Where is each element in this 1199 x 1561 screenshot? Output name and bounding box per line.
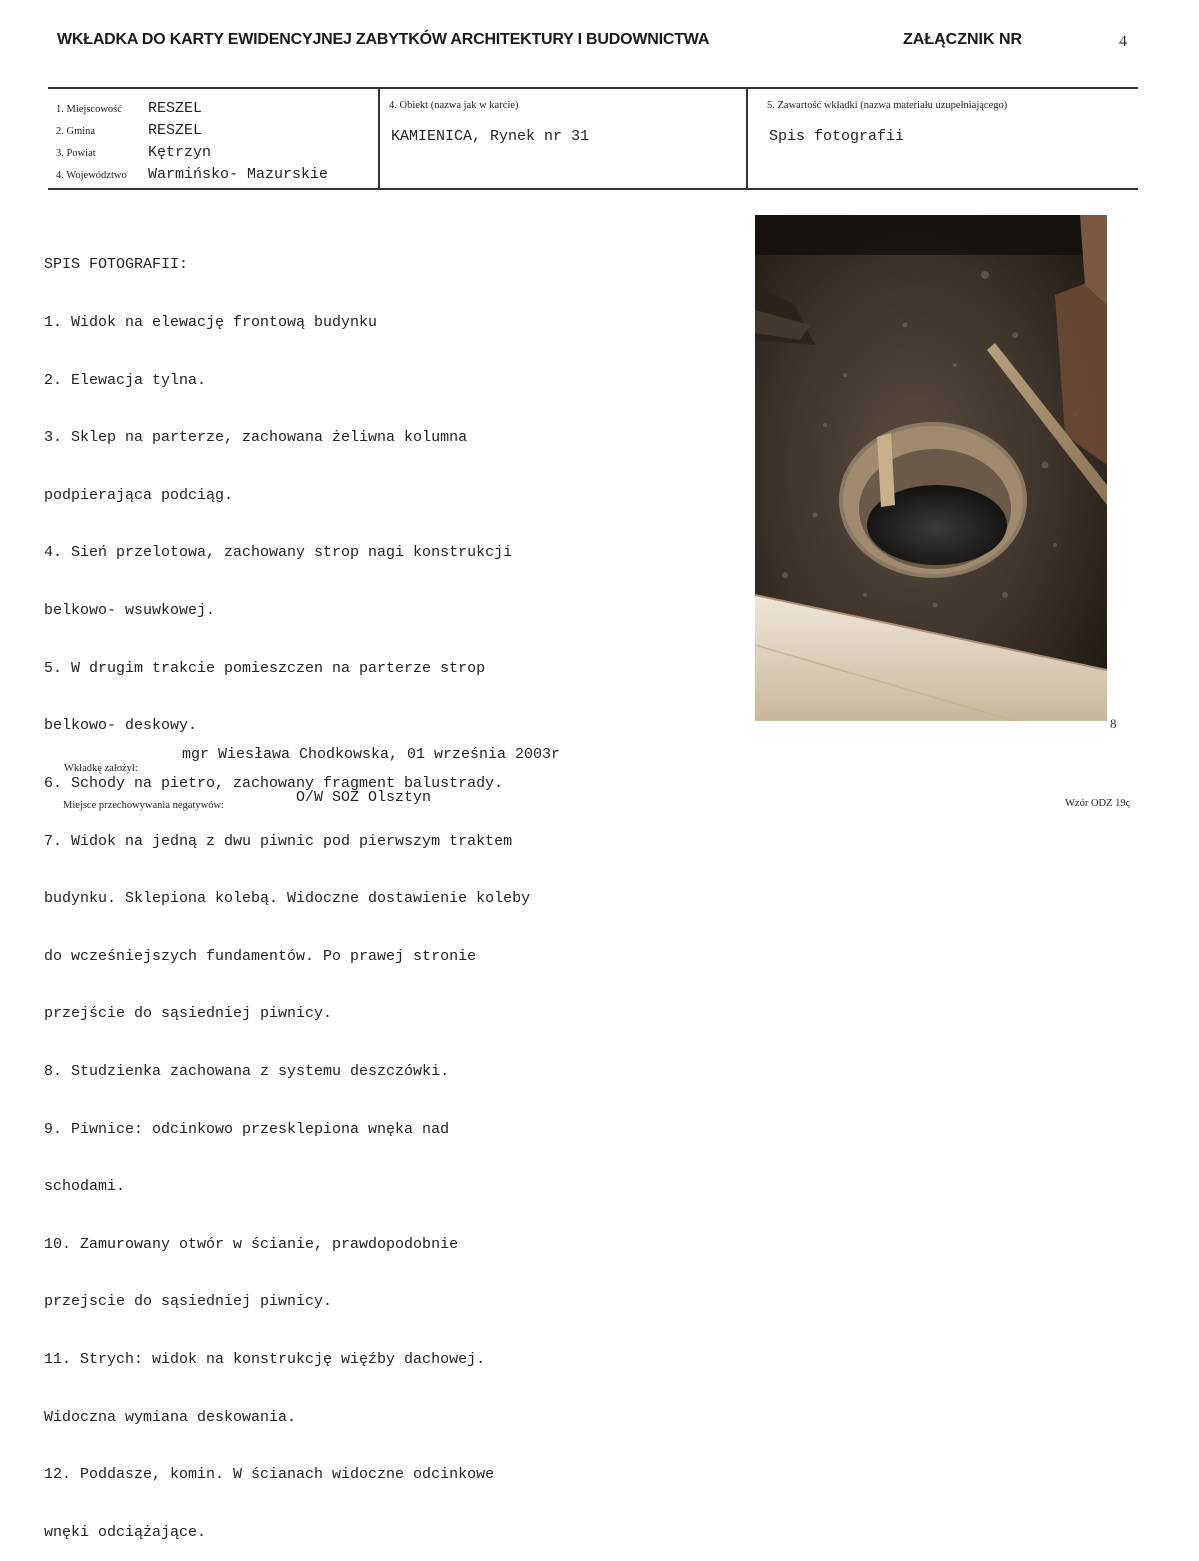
object-label: 4. Obiekt (nazwa jak w karcie) (389, 100, 519, 111)
field-locality (56, 100, 202, 117)
author-label: Wkładkę założył: (64, 763, 138, 774)
photo-list-line: 5. W drugim trakcie pomieszczen na parterze strop (44, 659, 486, 677)
field-locality-value: RESZEL (148, 100, 203, 117)
annex-label: ZAŁĄCZNIK NR (903, 31, 1023, 48)
form-code: Wzór ODZ 19ς (1065, 798, 1130, 809)
field-voivodeship-label: 4. Województwo (56, 170, 127, 181)
column-divider-1 (378, 89, 380, 188)
field-county-value: Kętrzyn (148, 144, 212, 161)
form-title: WKŁADKA DO KARTY EWIDENCYJNEJ ZABYTKÓW ARCHITEKTURY I BUDOWNICTWA (57, 31, 710, 48)
negative-storage-label: Miejsce przechowywania negatywów: (63, 800, 224, 811)
photo-list-line: 1. Widok na elewację frontową budynku (44, 314, 378, 332)
photo-list-line: belkowo- wsuwkowej. (44, 602, 216, 620)
header-bottom-rule (48, 188, 1138, 190)
photo-list-line: 4. Sień przelotowa, zachowany strop nagi konstrukcji (44, 544, 513, 562)
photo-list-line: wnęki odciążające. (44, 1523, 207, 1541)
photo-mark: 8 (1110, 716, 1117, 731)
photo-list-line: 10. Zamurowany otwór w ścianie, prawdopodobnie (44, 1235, 459, 1253)
cellar-well-photo (755, 215, 1107, 721)
field-voivodeship (56, 166, 328, 183)
photo-list-line: 6. Schody na pietro, zachowany fragment balustrady. (44, 774, 504, 792)
object-value: KAMIENICA, Rynek nr 31 (391, 128, 590, 145)
photo-list-line: 7. Widok na jedną z dwu piwnic pod pierwszym traktem (44, 832, 513, 850)
negative-storage-value: O/W SOZ Olsztyn (296, 789, 432, 806)
photo-list-line: przejście do sąsiedniej piwnicy. (44, 1005, 333, 1023)
content-label: 5. Zawartość wkładki (nazwa materiału uzupełniającego) (767, 100, 1008, 111)
photo-list-heading: SPIS FOTOGRAFII: (44, 256, 189, 274)
field-county-label: 3. Powiat (56, 148, 96, 159)
field-commune-label: 2. Gmina (56, 126, 96, 137)
photo-list-line: 3. Sklep na parterze, zachowana żeliwna kolumna (44, 429, 468, 447)
cellar-well-photo-image (755, 215, 1107, 721)
photo-list-line: 9. Piwnice: odcinkowo przesklepiona wnęka nad (44, 1120, 450, 1138)
field-county (56, 144, 211, 161)
field-commune-value: RESZEL (148, 122, 203, 139)
column-divider-2 (746, 89, 748, 188)
content-value: Spis fotografii (769, 128, 905, 145)
field-voivodeship-value: Warmińsko- Mazurskie (148, 166, 329, 183)
photo-list-line: schodami. (44, 1178, 126, 1196)
photo-list-line: 2. Elewacja tylna. (44, 371, 207, 389)
photo-list-line: do wcześniejszych fundamentów. Po prawej stronie (44, 947, 477, 965)
photo-list-line: 8. Studzienka zachowana z systemu deszczówki. (44, 1062, 450, 1080)
field-locality-label: 1. Miejscowość (56, 104, 122, 115)
photo-list-line: Widoczna wymiana deskowania. (44, 1408, 297, 1426)
annex-number: 4 (1119, 33, 1127, 50)
photo-list (44, 217, 644, 1561)
photo-list-line: 12. Poddasze, komin. W ścianach widoczne odcinkowe (44, 1466, 495, 1484)
photo-list-line: belkowo- deskowy. (44, 717, 198, 735)
field-commune (56, 122, 202, 139)
header-top-rule (48, 87, 1138, 89)
photo-list-line: podpierająca podciąg. (44, 486, 234, 504)
author-value: mgr Wiesława Chodkowska, 01 września 2003r (182, 746, 561, 763)
photo-list-line: budynku. Sklepiona kolebą. Widoczne dostawienie koleby (44, 890, 531, 908)
photo-list-line: przejscie do sąsiedniej piwnicy. (44, 1293, 333, 1311)
photo-list-line: 11. Strych: widok na konstrukcję więźby dachowej. (44, 1350, 486, 1368)
